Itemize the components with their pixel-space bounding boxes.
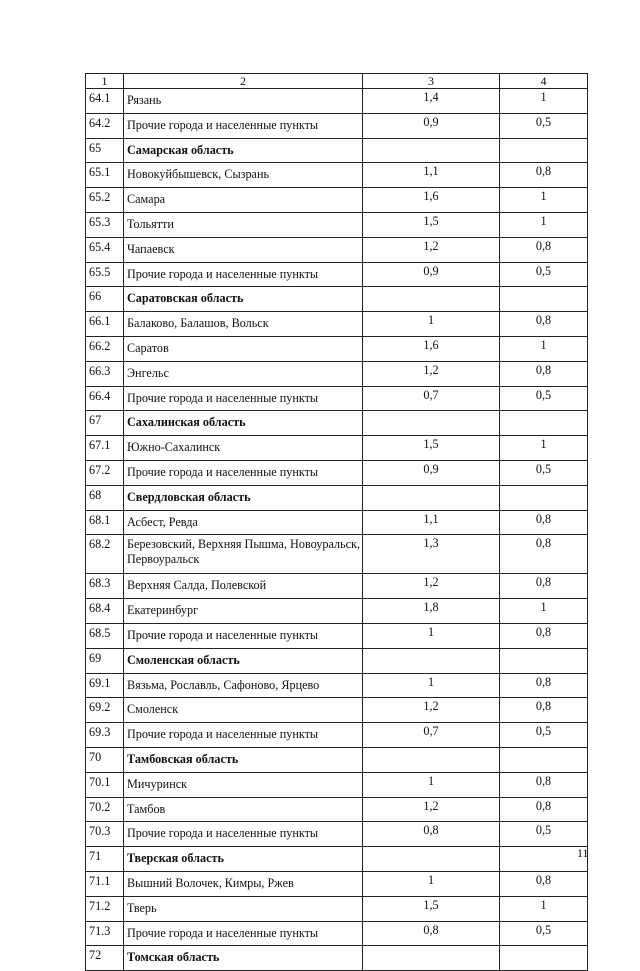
- code-cell: 68.1: [86, 510, 124, 535]
- name-cell: Саратов: [124, 336, 363, 361]
- coefficient-col3-cell: [363, 138, 500, 163]
- name-cell: Тамбовская область: [124, 747, 363, 772]
- region-row: [86, 138, 588, 163]
- code-cell: 69.1: [86, 673, 124, 698]
- code-cell: 66.4: [86, 386, 124, 411]
- coefficient-col4-cell: 0,5: [500, 921, 588, 946]
- coefficient-col4-cell: 0,8: [500, 698, 588, 723]
- coefficient-col3-cell: 1,4: [363, 89, 500, 114]
- name-cell: Сахалинская область: [124, 411, 363, 436]
- table-row: [86, 797, 588, 822]
- coefficient-col3-cell: 1,5: [363, 436, 500, 461]
- name-cell: Саратовская область: [124, 287, 363, 312]
- table-row: [86, 772, 588, 797]
- coefficient-col4-cell: 1: [500, 436, 588, 461]
- coefficient-col3-cell: 0,9: [363, 113, 500, 138]
- coefficient-col3-cell: 1,3: [363, 535, 500, 574]
- table-row: [86, 386, 588, 411]
- coefficient-col4-cell: 0,8: [500, 871, 588, 896]
- region-row: [86, 485, 588, 510]
- code-cell: 65: [86, 138, 124, 163]
- coefficient-col4-cell: 0,8: [500, 510, 588, 535]
- region-row: [86, 648, 588, 673]
- code-cell: 69.2: [86, 698, 124, 723]
- code-cell: 71.3: [86, 921, 124, 946]
- coefficient-col4-cell: [500, 411, 588, 436]
- coefficient-col3-cell: 1: [363, 623, 500, 648]
- table-row: [86, 871, 588, 896]
- code-cell: 70.1: [86, 772, 124, 797]
- coefficient-col4-cell: 0,8: [500, 772, 588, 797]
- coefficient-col3-cell: 1: [363, 871, 500, 896]
- coefficient-col4-cell: 0,5: [500, 386, 588, 411]
- code-cell: 72: [86, 946, 124, 971]
- code-cell: 64.1: [86, 89, 124, 114]
- coefficient-col4-cell: [500, 485, 588, 510]
- name-cell: Самарская область: [124, 138, 363, 163]
- coefficient-col4-cell: [500, 138, 588, 163]
- name-cell: Прочие города и населенные пункты: [124, 262, 363, 287]
- coefficient-col4-cell: 0,8: [500, 312, 588, 337]
- coefficient-col3-cell: 1,1: [363, 163, 500, 188]
- table-row: [86, 574, 588, 599]
- name-cell: Энгельс: [124, 361, 363, 386]
- coefficient-col3-cell: 1,1: [363, 510, 500, 535]
- table-row: [86, 698, 588, 723]
- name-cell: Томская область: [124, 946, 363, 971]
- table-row: [86, 460, 588, 485]
- table-row: [86, 237, 588, 262]
- table-row: [86, 673, 588, 698]
- name-cell: Южно-Сахалинск: [124, 436, 363, 461]
- table-row: [86, 510, 588, 535]
- coefficient-col3-cell: 1,5: [363, 212, 500, 237]
- code-cell: 71.2: [86, 896, 124, 921]
- coefficient-col3-cell: [363, 847, 500, 872]
- coefficient-col3-cell: 1,2: [363, 361, 500, 386]
- name-cell: Тольятти: [124, 212, 363, 237]
- table-row: [86, 163, 588, 188]
- column-header-3: 3: [363, 74, 500, 89]
- table-row: [86, 822, 588, 847]
- code-cell: 69: [86, 648, 124, 673]
- column-header-1: 1: [86, 74, 124, 89]
- code-cell: 68.2: [86, 535, 124, 574]
- table-header-row: [86, 74, 588, 89]
- coefficient-col4-cell: 1: [500, 896, 588, 921]
- table-row: [86, 723, 588, 748]
- name-cell: Прочие города и населенные пункты: [124, 623, 363, 648]
- coefficient-col3-cell: [363, 648, 500, 673]
- code-cell: 68.5: [86, 623, 124, 648]
- table-row: [86, 896, 588, 921]
- coefficient-col3-cell: 1,2: [363, 574, 500, 599]
- code-cell: 65.2: [86, 188, 124, 213]
- name-cell: Смоленск: [124, 698, 363, 723]
- coefficient-col3-cell: [363, 946, 500, 971]
- coefficient-col4-cell: [500, 648, 588, 673]
- name-cell: Прочие города и населенные пункты: [124, 822, 363, 847]
- name-cell: Екатеринбург: [124, 599, 363, 624]
- code-cell: 66: [86, 287, 124, 312]
- coefficient-col3-cell: 0,7: [363, 386, 500, 411]
- coefficient-col3-cell: 1: [363, 673, 500, 698]
- table-row: [86, 212, 588, 237]
- coefficient-col3-cell: 1,6: [363, 336, 500, 361]
- table-row: [86, 89, 588, 114]
- code-cell: 66.1: [86, 312, 124, 337]
- coefficient-col4-cell: [500, 287, 588, 312]
- name-cell: Балаково, Балашов, Вольск: [124, 312, 363, 337]
- coefficient-col4-cell: 0,8: [500, 163, 588, 188]
- table-row: [86, 599, 588, 624]
- name-cell: Прочие города и населенные пункты: [124, 921, 363, 946]
- coefficient-col3-cell: 0,7: [363, 723, 500, 748]
- table-row: [86, 436, 588, 461]
- coefficient-col4-cell: 0,8: [500, 535, 588, 574]
- table-row: [86, 361, 588, 386]
- code-cell: 67: [86, 411, 124, 436]
- name-cell: Тамбов: [124, 797, 363, 822]
- name-cell: Рязань: [124, 89, 363, 114]
- table-row: [86, 623, 588, 648]
- coefficient-col3-cell: 1: [363, 312, 500, 337]
- coefficient-col4-cell: 0,8: [500, 237, 588, 262]
- coefficient-col3-cell: 1,5: [363, 896, 500, 921]
- name-cell: Прочие города и населенные пункты: [124, 460, 363, 485]
- code-cell: 68.3: [86, 574, 124, 599]
- region-row: [86, 747, 588, 772]
- name-cell: Верхняя Салда, Полевской: [124, 574, 363, 599]
- code-cell: 70.3: [86, 822, 124, 847]
- name-cell: Березовский, Верхняя Пышма, Новоуральск, Первоуральск: [124, 535, 363, 574]
- code-cell: 65.4: [86, 237, 124, 262]
- region-row: [86, 946, 588, 971]
- name-cell: Новокуйбышевск, Сызрань: [124, 163, 363, 188]
- coefficient-col3-cell: 1: [363, 772, 500, 797]
- code-cell: 67.1: [86, 436, 124, 461]
- table-row: [86, 921, 588, 946]
- coefficient-col4-cell: 0,8: [500, 574, 588, 599]
- table-row: [86, 262, 588, 287]
- coefficient-col3-cell: 1,8: [363, 599, 500, 624]
- code-cell: 71: [86, 847, 124, 872]
- coefficient-col4-cell: 0,8: [500, 623, 588, 648]
- coefficient-col3-cell: 1,2: [363, 237, 500, 262]
- coefficient-col4-cell: 1: [500, 599, 588, 624]
- name-cell: Свердловская область: [124, 485, 363, 510]
- column-header-2: 2: [124, 74, 363, 89]
- region-row: [86, 411, 588, 436]
- coefficient-col3-cell: [363, 485, 500, 510]
- coefficient-col3-cell: 1,6: [363, 188, 500, 213]
- code-cell: 68: [86, 485, 124, 510]
- coefficient-col4-cell: [500, 946, 588, 971]
- code-cell: 70: [86, 747, 124, 772]
- coefficient-col4-cell: 0,5: [500, 822, 588, 847]
- coefficient-col3-cell: 0,9: [363, 460, 500, 485]
- coefficient-col4-cell: 0,5: [500, 723, 588, 748]
- table-row: [86, 188, 588, 213]
- table-row: [86, 113, 588, 138]
- name-cell: Асбест, Ревда: [124, 510, 363, 535]
- coefficient-col4-cell: 0,8: [500, 673, 588, 698]
- region-row: [86, 287, 588, 312]
- coefficient-col4-cell: [500, 847, 588, 872]
- name-cell: Чапаевск: [124, 237, 363, 262]
- coefficient-col3-cell: [363, 287, 500, 312]
- name-cell: Прочие города и населенные пункты: [124, 113, 363, 138]
- coefficient-col3-cell: [363, 747, 500, 772]
- coefficient-col4-cell: 1: [500, 188, 588, 213]
- table-row: [86, 535, 588, 574]
- coefficient-col4-cell: [500, 747, 588, 772]
- name-cell: Вышний Волочек, Кимры, Ржев: [124, 871, 363, 896]
- code-cell: 70.2: [86, 797, 124, 822]
- code-cell: 69.3: [86, 723, 124, 748]
- coefficient-col4-cell: 0,5: [500, 460, 588, 485]
- code-cell: 68.4: [86, 599, 124, 624]
- coefficient-col4-cell: 0,8: [500, 797, 588, 822]
- code-cell: 66.3: [86, 361, 124, 386]
- coefficient-col4-cell: 0,5: [500, 113, 588, 138]
- table-row: [86, 312, 588, 337]
- coefficient-col4-cell: 1: [500, 212, 588, 237]
- coefficient-col3-cell: 0,8: [363, 921, 500, 946]
- name-cell: Самара: [124, 188, 363, 213]
- page-number: 11: [577, 846, 589, 860]
- coefficient-col3-cell: 1,2: [363, 797, 500, 822]
- name-cell: Тверь: [124, 896, 363, 921]
- code-cell: 66.2: [86, 336, 124, 361]
- code-cell: 64.2: [86, 113, 124, 138]
- region-row: [86, 847, 588, 872]
- name-cell: Прочие города и населенные пункты: [124, 386, 363, 411]
- name-cell: Смоленская область: [124, 648, 363, 673]
- coefficient-col4-cell: 1: [500, 336, 588, 361]
- coefficient-col4-cell: 0,8: [500, 361, 588, 386]
- coefficient-col4-cell: 0,5: [500, 262, 588, 287]
- name-cell: Мичуринск: [124, 772, 363, 797]
- code-cell: 65.3: [86, 212, 124, 237]
- coefficient-col3-cell: 0,8: [363, 822, 500, 847]
- coefficient-col3-cell: [363, 411, 500, 436]
- coefficient-col3-cell: 1,2: [363, 698, 500, 723]
- code-cell: 65.5: [86, 262, 124, 287]
- name-cell: Вязьма, Рославль, Сафоново, Ярцево: [124, 673, 363, 698]
- name-cell: Тверская область: [124, 847, 363, 872]
- coefficient-col3-cell: 0,9: [363, 262, 500, 287]
- code-cell: 65.1: [86, 163, 124, 188]
- table-row: [86, 336, 588, 361]
- coefficients-table: [85, 73, 588, 971]
- column-header-4: 4: [500, 74, 588, 89]
- coefficient-col4-cell: 1: [500, 89, 588, 114]
- code-cell: 67.2: [86, 460, 124, 485]
- name-cell: Прочие города и населенные пункты: [124, 723, 363, 748]
- code-cell: 71.1: [86, 871, 124, 896]
